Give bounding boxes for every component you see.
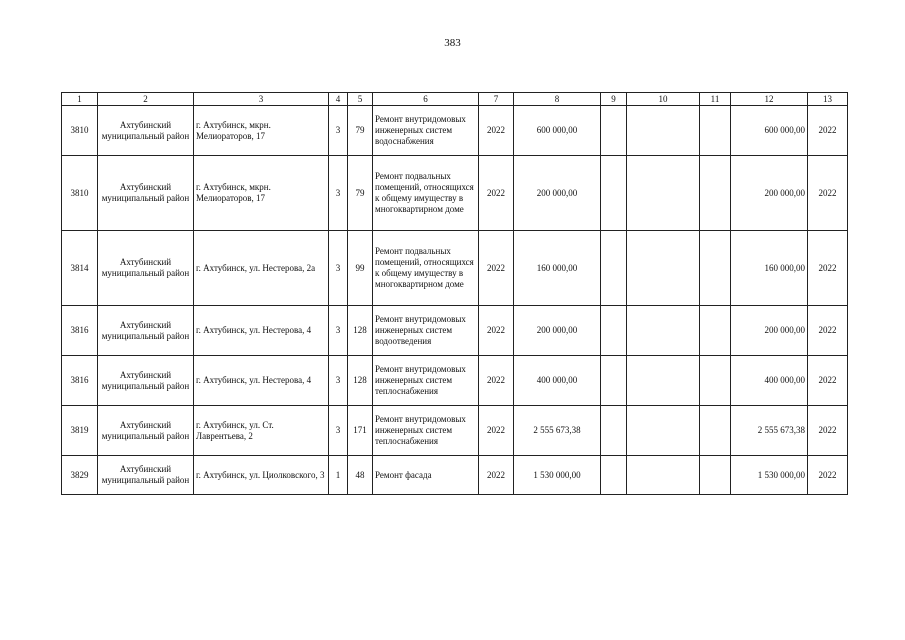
page-number: 383	[444, 37, 461, 49]
district-cell: Ахтубинский муниципальный район	[98, 456, 194, 495]
column-9-cell	[601, 231, 627, 306]
address-cell: г. Ахтубинск, ул. Ст. Лаврентьева, 2	[194, 406, 329, 456]
column-10-cell	[627, 156, 700, 231]
column-11-cell	[700, 231, 731, 306]
column-11-cell	[700, 306, 731, 356]
column-header: 10	[627, 93, 700, 106]
cost-cell: 1 530 000,00	[514, 456, 601, 495]
district-cell: Ахтубинский муниципальный район	[98, 106, 194, 156]
address-cell: г. Ахтубинск, ул. Нестерова, 2а	[194, 231, 329, 306]
column-header: 8	[514, 93, 601, 106]
year-cell: 2022	[479, 406, 514, 456]
column-9-cell	[601, 356, 627, 406]
column-4-cell: 3	[329, 106, 348, 156]
column-header: 13	[808, 93, 848, 106]
column-10-cell	[627, 456, 700, 495]
column-header: 9	[601, 93, 627, 106]
address-cell: г. Ахтубинск, ул. Циолковского, 3	[194, 456, 329, 495]
total-cost-cell: 2 555 673,38	[731, 406, 808, 456]
column-5-cell: 128	[348, 306, 373, 356]
column-header: 7	[479, 93, 514, 106]
district-cell: Ахтубинский муниципальный район	[98, 356, 194, 406]
year-cell: 2022	[479, 306, 514, 356]
total-cost-cell: 1 530 000,00	[731, 456, 808, 495]
total-cost-cell: 160 000,00	[731, 231, 808, 306]
column-10-cell	[627, 231, 700, 306]
column-4-cell: 3	[329, 231, 348, 306]
column-11-cell	[700, 406, 731, 456]
column-5-cell: 79	[348, 106, 373, 156]
column-9-cell	[601, 106, 627, 156]
cost-cell: 200 000,00	[514, 306, 601, 356]
table-row	[62, 356, 848, 406]
year-cell: 2022	[479, 156, 514, 231]
column-5-cell: 48	[348, 456, 373, 495]
district-cell: Ахтубинский муниципальный район	[98, 156, 194, 231]
work-type-cell: Ремонт внутридомовых инженерных систем теплоснабжения	[373, 356, 479, 406]
column-header: 1	[62, 93, 98, 106]
table-row	[62, 156, 848, 231]
address-cell: г. Ахтубинск, ул. Нестерова, 4	[194, 356, 329, 406]
district-cell: Ахтубинский муниципальный район	[98, 231, 194, 306]
year-cell: 2022	[479, 231, 514, 306]
header-row	[62, 93, 848, 106]
column-9-cell	[601, 406, 627, 456]
work-type-cell: Ремонт подвальных помещений, относящихся к общему имуществу в многоквартирном доме	[373, 156, 479, 231]
column-10-cell	[627, 406, 700, 456]
row-number: 3810	[62, 106, 98, 156]
total-cost-cell: 400 000,00	[731, 356, 808, 406]
work-type-cell: Ремонт подвальных помещений, относящихся к общему имуществу в многоквартирном доме	[373, 231, 479, 306]
cost-cell: 160 000,00	[514, 231, 601, 306]
cost-cell: 200 000,00	[514, 156, 601, 231]
row-number: 3816	[62, 306, 98, 356]
work-type-cell: Ремонт фасада	[373, 456, 479, 495]
column-5-cell: 99	[348, 231, 373, 306]
column-header: 2	[98, 93, 194, 106]
column-4-cell: 3	[329, 306, 348, 356]
column-10-cell	[627, 306, 700, 356]
address-cell: г. Ахтубинск, мкрн. Мелиораторов, 17	[194, 156, 329, 231]
cost-cell: 600 000,00	[514, 106, 601, 156]
column-11-cell	[700, 356, 731, 406]
total-cost-cell: 200 000,00	[731, 156, 808, 231]
completion-year-cell: 2022	[808, 306, 848, 356]
column-11-cell	[700, 106, 731, 156]
total-cost-cell: 600 000,00	[731, 106, 808, 156]
column-9-cell	[601, 306, 627, 356]
column-4-cell: 3	[329, 156, 348, 231]
column-header: 5	[348, 93, 373, 106]
table-row	[62, 106, 848, 156]
row-number: 3814	[62, 231, 98, 306]
column-header: 4	[329, 93, 348, 106]
table-row	[62, 406, 848, 456]
register-table	[61, 92, 848, 495]
column-header: 6	[373, 93, 479, 106]
column-header: 3	[194, 93, 329, 106]
cost-cell: 400 000,00	[514, 356, 601, 406]
completion-year-cell: 2022	[808, 356, 848, 406]
work-type-cell: Ремонт внутридомовых инженерных систем теплоснабжения	[373, 406, 479, 456]
row-number: 3829	[62, 456, 98, 495]
work-type-cell: Ремонт внутридомовых инженерных систем водоснабжения	[373, 106, 479, 156]
table-row	[62, 456, 848, 495]
column-5-cell: 79	[348, 156, 373, 231]
column-9-cell	[601, 156, 627, 231]
total-cost-cell: 200 000,00	[731, 306, 808, 356]
column-4-cell: 1	[329, 456, 348, 495]
address-cell: г. Ахтубинск, мкрн. Мелиораторов, 17	[194, 106, 329, 156]
row-number: 3819	[62, 406, 98, 456]
column-header: 11	[700, 93, 731, 106]
column-5-cell: 128	[348, 356, 373, 406]
district-cell: Ахтубинский муниципальный район	[98, 406, 194, 456]
address-cell: г. Ахтубинск, ул. Нестерова, 4	[194, 306, 329, 356]
row-number: 3810	[62, 156, 98, 231]
year-cell: 2022	[479, 106, 514, 156]
completion-year-cell: 2022	[808, 406, 848, 456]
completion-year-cell: 2022	[808, 456, 848, 495]
work-type-cell: Ремонт внутридомовых инженерных систем водоотведения	[373, 306, 479, 356]
year-cell: 2022	[479, 456, 514, 495]
row-number: 3816	[62, 356, 98, 406]
completion-year-cell: 2022	[808, 106, 848, 156]
cost-cell: 2 555 673,38	[514, 406, 601, 456]
year-cell: 2022	[479, 356, 514, 406]
district-cell: Ахтубинский муниципальный район	[98, 306, 194, 356]
column-10-cell	[627, 356, 700, 406]
column-10-cell	[627, 106, 700, 156]
completion-year-cell: 2022	[808, 231, 848, 306]
column-4-cell: 3	[329, 356, 348, 406]
column-header: 12	[731, 93, 808, 106]
column-11-cell	[700, 156, 731, 231]
column-4-cell: 3	[329, 406, 348, 456]
completion-year-cell: 2022	[808, 156, 848, 231]
table-row	[62, 231, 848, 306]
column-5-cell: 171	[348, 406, 373, 456]
column-11-cell	[700, 456, 731, 495]
column-9-cell	[601, 456, 627, 495]
table-row	[62, 306, 848, 356]
